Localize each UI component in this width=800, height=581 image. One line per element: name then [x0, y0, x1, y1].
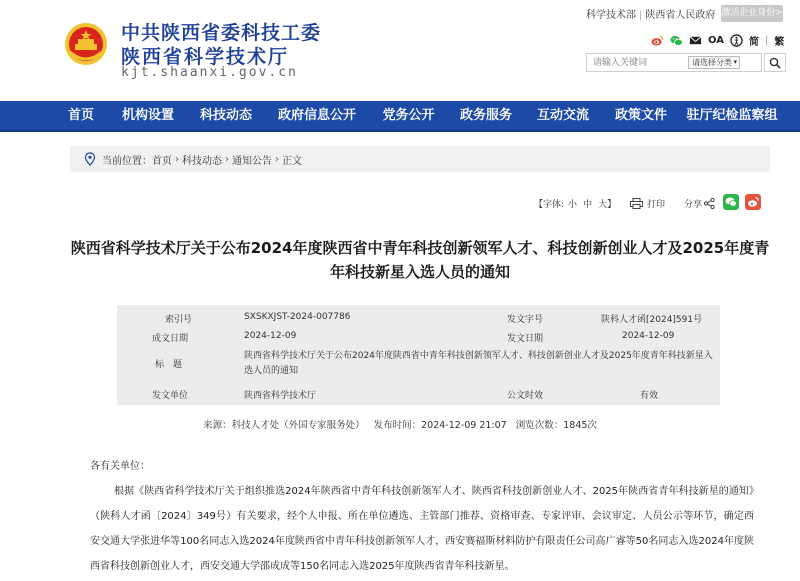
- simplified-chinese-link[interactable]: 简: [748, 36, 759, 48]
- breadcrumb: 当前位置： 首页 › 科技动态 › 通知公告 › 正文: [70, 146, 770, 172]
- main-nav: [0, 101, 800, 132]
- table-row: [117, 327, 720, 347]
- info-value: 陕西省科学技术厅: [244, 391, 317, 401]
- nav-item-home[interactable]: 首页: [67, 108, 94, 123]
- print-icon: [630, 198, 643, 209]
- info-value: 2024-12-09: [622, 331, 675, 341]
- info-label: 发文字号: [507, 315, 544, 325]
- breadcrumb-label: 当前位置：: [102, 155, 152, 167]
- table-row: [117, 347, 720, 379]
- article-views: 浏览次数：1845次: [515, 420, 597, 431]
- login-button[interactable]: 激活企业身份>: [721, 5, 783, 22]
- site-header: [0, 0, 800, 101]
- font-size-control: 【字体: 小 中 大】: [534, 200, 617, 210]
- info-value: 有效: [640, 391, 659, 401]
- breadcrumb-news[interactable]: 科技动态: [182, 155, 222, 167]
- nav-item-policy[interactable]: 政策文件: [614, 108, 667, 123]
- info-label: 公文时效: [507, 391, 544, 401]
- info-label: 成文日期: [152, 334, 189, 344]
- search-scope-value: 请选择分类: [692, 58, 732, 67]
- font-small-button[interactable]: 小: [568, 200, 578, 210]
- social-links: OA 简 | 繁: [651, 32, 790, 48]
- oa-link[interactable]: OA: [708, 34, 724, 46]
- traditional-chinese-link[interactable]: 繁: [774, 36, 785, 48]
- info-value: 陕西省科学技术厅关于公布2024年度陕西省中青年科技创新领军人才、科技创新创业人才及2025年度青年科技新星入选人员的通知: [244, 351, 713, 376]
- nav-item-services[interactable]: 政务服务: [459, 108, 512, 123]
- font-medium-button[interactable]: 中: [583, 200, 593, 210]
- nav-item-discipline[interactable]: 驻厅纪检监察组: [686, 108, 778, 123]
- nav-item-organization[interactable]: 机构设置: [121, 108, 174, 123]
- article-tools: [0, 194, 800, 212]
- article-title: 陕西省科学技术厅关于公布2024年度陕西省中青年科技创新领军人才、科技创新创业人才及2025年度青年科技新星入选人员的通知: [70, 239, 770, 281]
- link-most[interactable]: 科学技术部: [586, 10, 636, 21]
- article-greeting: 各有关单位：: [90, 461, 150, 472]
- nav-item-party-affairs[interactable]: 党务公开: [382, 108, 435, 123]
- info-label: 标 题: [155, 360, 183, 370]
- mail-icon[interactable]: [689, 34, 702, 47]
- info-label: 发文日期: [507, 334, 544, 344]
- search-button[interactable]: [764, 53, 786, 72]
- info-label: 索引号: [165, 315, 193, 325]
- table-row: [117, 385, 720, 405]
- print-button[interactable]: 打印: [630, 197, 665, 210]
- share-label: 分享: [684, 200, 703, 210]
- wechat-icon[interactable]: [670, 34, 683, 47]
- nav-item-news[interactable]: 科技动态: [199, 108, 252, 123]
- share-icon: [704, 198, 715, 209]
- weibo-icon[interactable]: [651, 34, 664, 47]
- weibo-share-icon[interactable]: [745, 194, 761, 210]
- top-links: 科学技术部 | 陕西省人民政府: [586, 10, 716, 21]
- article-meta: [0, 417, 800, 431]
- document-info-table: [117, 305, 720, 405]
- wechat-share-icon[interactable]: [723, 194, 739, 210]
- org-name-secondary: 陕西省科学技术厅: [121, 46, 290, 68]
- breadcrumb-notices[interactable]: 通知公告: [232, 155, 272, 167]
- article-paragraph: 根据《陕西省科学技术厅关于组织推选2024年陕西省中青年科技创新领军人才、陕西省科技创新创业人才、2025年陕西省青年科技新星的通知》（陕科人才函〔2024〕349号）有关要求，经个人申报、所在单位遴选、主管部门推荐、资格审查、专家评审、会议审定、人员公示等环节，确定西安交通大学张进华等100名同志入选2024年度陕西省中青年科技创新领军人才，西安赛福斯材料防护有限责任公司高广睿等50名同志入选2024年度陕西省科技创新创业人才，西安交通大学邵成成等150名同志入选2025年度陕西省青年科技新星。: [90, 486, 754, 572]
- search-box: [586, 53, 762, 72]
- info-label: 发文单位: [152, 391, 189, 401]
- search-input[interactable]: [587, 54, 683, 71]
- info-value: 2024-12-09: [244, 331, 297, 341]
- national-emblem-icon: [64, 22, 108, 66]
- info-value: SXSKXJST-2024-007786: [244, 312, 351, 322]
- link-shaanxi-gov[interactable]: 陕西省人民政府: [645, 10, 716, 21]
- info-value: 陕科人才函[2024]591号: [601, 315, 703, 325]
- org-name-primary: 中共陕西省委科技工委: [121, 22, 322, 44]
- search-scope-select[interactable]: [688, 56, 740, 69]
- site-domain: kjt.shaanxi.gov.cn: [121, 65, 298, 80]
- article-source: 来源：科技人才处（外国专家服务处）: [203, 420, 365, 431]
- nav-item-gov-info[interactable]: 政府信息公开: [277, 108, 356, 123]
- article-pubtime: 发布时间：2024-12-09 21:07: [373, 420, 507, 431]
- font-large-button[interactable]: 大: [598, 200, 608, 210]
- table-row: [117, 308, 720, 328]
- chevron-down-icon: ▾: [733, 58, 737, 66]
- breadcrumb-current: 正文: [282, 155, 302, 167]
- search-icon: [769, 57, 781, 69]
- share-control: [684, 197, 715, 210]
- location-pin-icon: [84, 152, 96, 166]
- accessibility-icon[interactable]: [730, 34, 743, 47]
- breadcrumb-home[interactable]: 首页: [152, 155, 172, 167]
- nav-item-interaction[interactable]: 互动交流: [536, 108, 589, 123]
